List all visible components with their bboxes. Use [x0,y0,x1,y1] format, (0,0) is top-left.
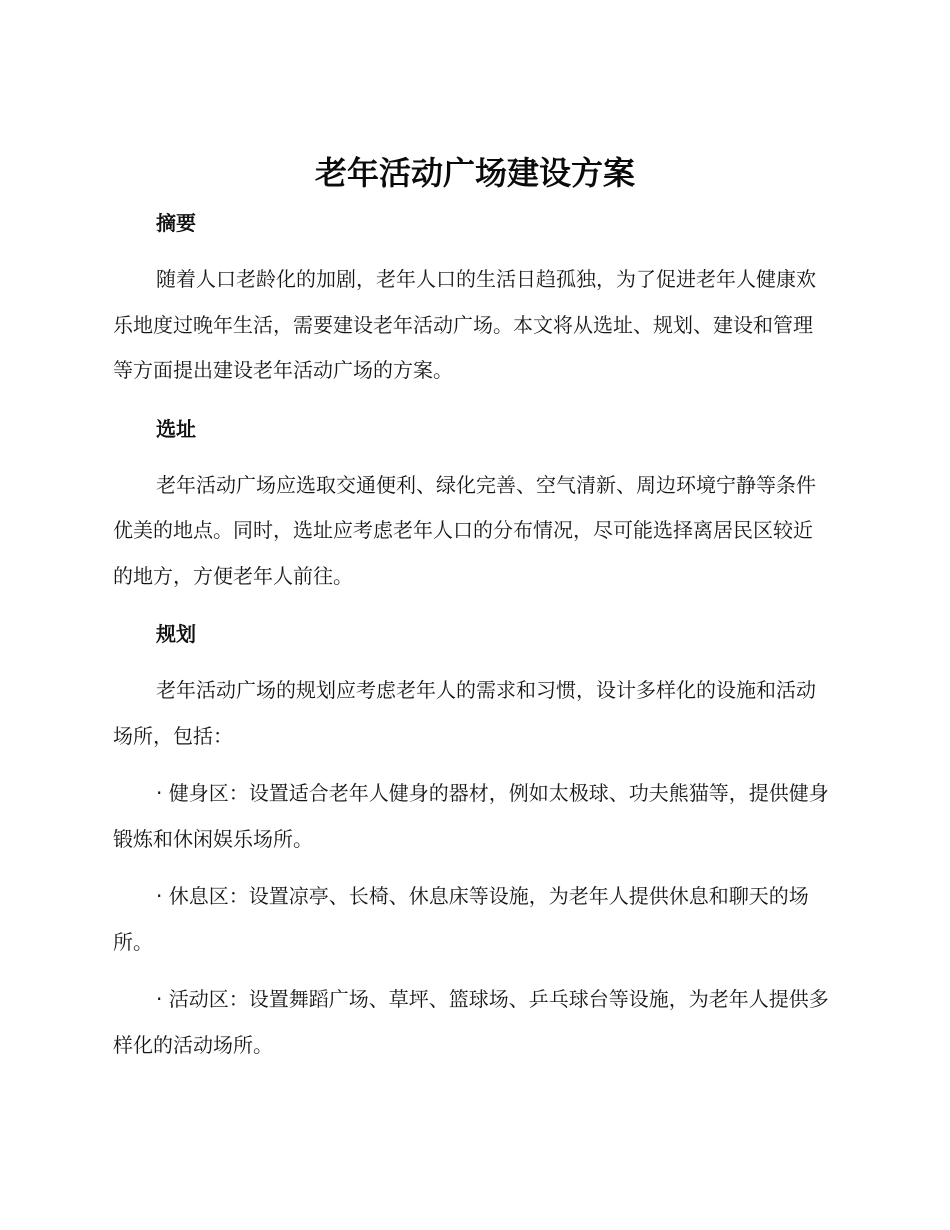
list-item-rest-area: · 休息区：设置凉亭、长椅、休息床等设施，为老年人提供休息和聊天的场所。 [113,884,809,954]
section-heading-planning: 规划 [156,622,196,646]
paragraph-planning: 老年活动广场的规划应考虑老年人的需求和习惯，设计多样化的设施和活动场所，包括： [113,678,816,748]
section-heading-abstract: 摘要 [156,211,196,235]
paragraph-site: 老年活动广场应选取交通便利、绿化完善、空气清新、周边环境宁静等条件优美的地点。同时，选址应考虑老年人口的分布情况，尽可能选择离居民区较近的地方，方便老年人前往。 [113,472,816,588]
document-body [113,200,831,1068]
document-title: 老年活动广场建设方案 [314,154,635,192]
list-item-activity-area: · 活动区：设置舞蹈广场、草坪、篮球场、乒乓球台等设施，为老年人提供多样化的活动场所。 [113,987,829,1057]
section-heading-site: 选址 [156,416,196,441]
paragraph-abstract: 随着人口老龄化的加剧，老年人口的生活日趋孤独，为了促进老年人健康欢乐地度过晚年生活，需要建设老年活动广场。本文将从选址、规划、建设和管理等方面提出建设老年活动广场的方案。 [113,267,816,382]
list-item-fitness-area: · 健身区：设置适合老年人健身的器材，例如太极球、功夫熊猫等，提供健身锻炼和休闲娱乐场所。 [113,781,829,851]
